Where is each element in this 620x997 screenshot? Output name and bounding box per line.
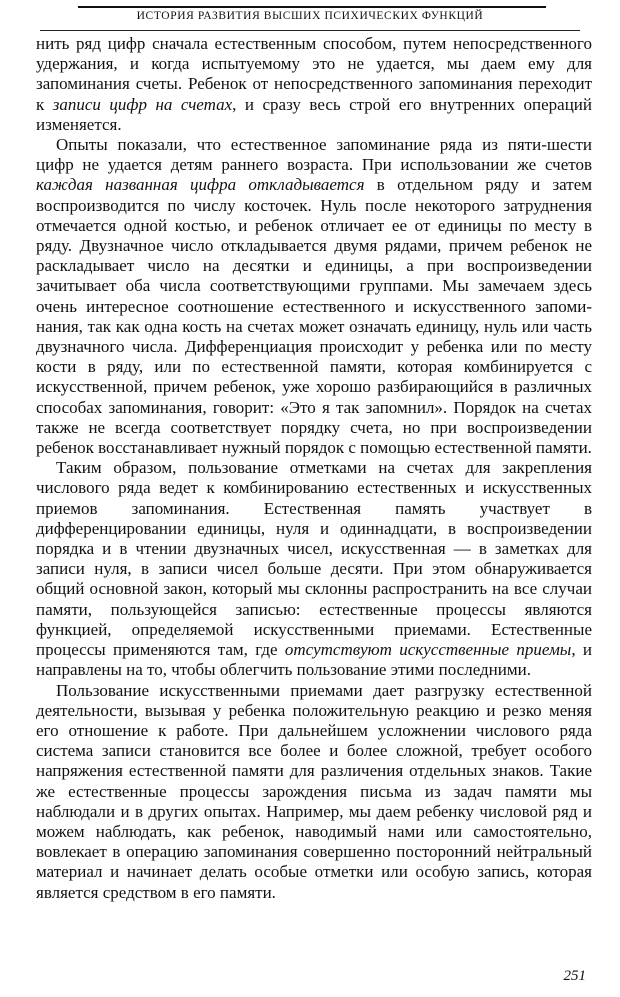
text-run: нить ряд цифр сначала естественным способом, путем непосредственного удержания, и когда испытуемому это не удается, мы даем ему для запоминания счеты. Ребенок от непосредственного запоминания переходит к xyxy=(36,34,592,114)
paragraph xyxy=(36,135,592,458)
body-text xyxy=(36,34,592,903)
paragraph xyxy=(36,458,592,680)
text-run: , и направлены на то, чтобы облегчить пользование этими последними. xyxy=(36,640,592,680)
paragraph xyxy=(36,681,592,903)
header-top-rule xyxy=(78,6,546,8)
paragraph xyxy=(36,34,592,135)
italic-run: каждая названная цифра откладывается xyxy=(36,175,365,195)
italic-run: записи цифр на счетах xyxy=(52,94,233,114)
header-bottom-rule xyxy=(40,30,580,31)
italic-run: отсутствуют искусственные приемы xyxy=(284,640,572,660)
running-header: ИСТОРИЯ РАЗВИТИЯ ВЫСШИХ ПСИХИЧЕСКИХ ФУНКЦИЙ xyxy=(136,10,484,22)
text-run: , и сразу весь строй его внутренних операций изменяется. xyxy=(36,94,592,134)
text-run: в отдельном ряду и затем воспроизводится по числу косточек. Нуль после некоторого затруднения отмечается одной костью, и ребенок отличает ее от единицы по месту в ряду. Двузначное число откладывается двумя рядами, причем ребенок не раскладывает число на десятки и единицы, а при воспроизведении зачитывает оба числа соответствующими группами. Мы замечаем здесь очень интересное соотношение естественного и искусственного запоминания, так как одна кость на счетах может означать единицу, нуль или часть двузначного числа. Дифференциация происходит у ребенка или по месту кости в ряду, или по естественной памяти, которая комбинируется с искусственной, причем ребенок, уже хорошо разбирающийся в различных способах запоминания, говорит: «Это я так запомнил». Порядок на счетах также не всегда соответствует порядку счета, но при воспроизведении ребенок восстанавливает нужный порядок с помощью естественной памяти. xyxy=(36,175,593,458)
page-number: 251 xyxy=(563,968,586,984)
text-run: Опыты показали, что естественное запоминание ряда из пяти-шести цифр не удается детям раннего возраста. При использовании же счетов xyxy=(36,135,592,175)
text-run: Таким образом, пользование отметками на счетах для закрепления числового ряда ведет к комбинированию естественных и искусственных приемов запоминания. Естественная память участвует в дифференцировании единицы, нуля и одиннадцати, в воспроизведении порядка и в чтении двузначных чисел, искусственная — в заметках для записи нуля, в записи чисел больше десяти. При этом обнаруживается общий основной закон, который мы склонны распространить на все случаи памяти, пользующейся записью: естественные процессы являются функцией, определяемой искусственными приемами. Естественные процессы применяются там, где xyxy=(36,458,592,660)
text-run: Пользование искусственными приемами дает разгрузку естественной деятельности, вызывая у ребенка положительную реакцию и резко меняя его отношение к работе. При дальнейшем усложнении числового ряда система записи становится все более и более сложной, требует особого напряжения естественной памяти для различения отдельных знаков. Такие же естественные процессы зарождения письма из задач памяти мы наблюдали и в других опытах. Например, мы даем ребенку числовой ряд и можем наблюдать, как ребенок, наводимый нами или самостоятельно, вовлекает в операцию запоминания совершенно посторонний нейтральный материал и начинает делать особые отметки или особую запись, которая является средством в его памяти. xyxy=(36,680,592,902)
